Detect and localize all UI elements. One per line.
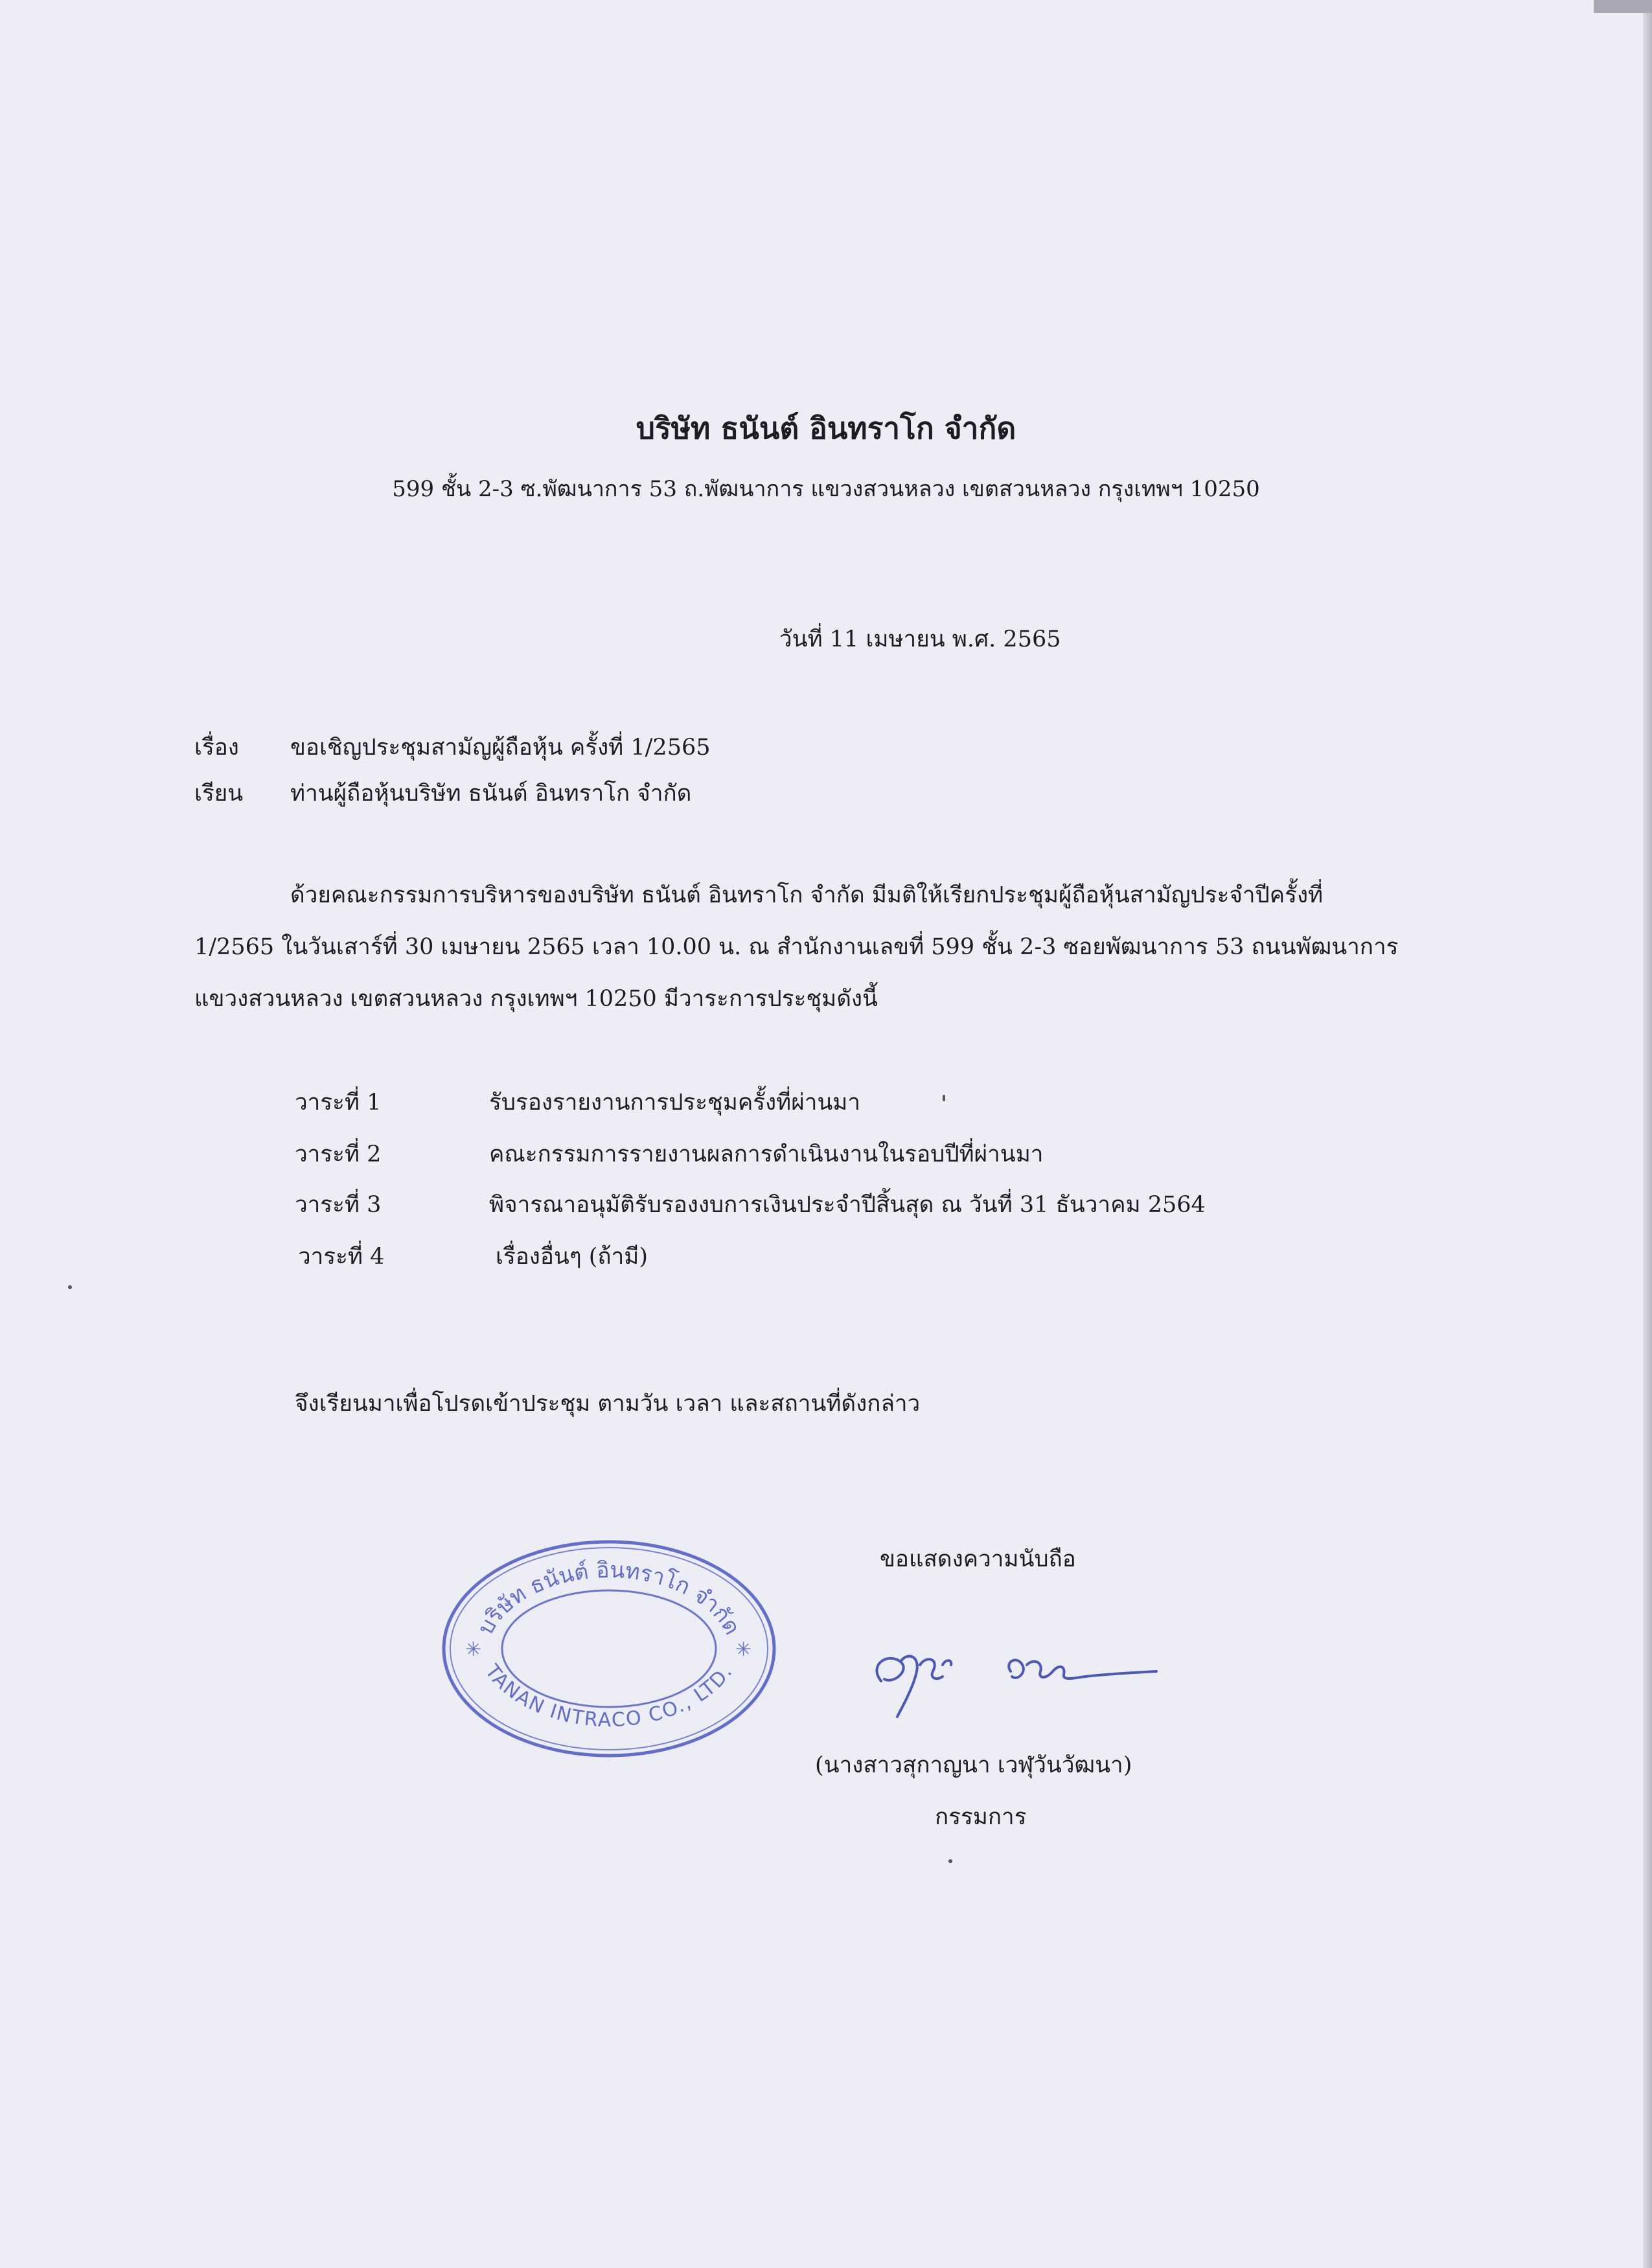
agenda-no-2: วาระที่ 2 <box>295 1141 382 1167</box>
body-line-1: ด้วยคณะกรรมการบริหารของบริษัท ธนันต์ อินทราโก จำกัด มีมติให้เรียกประชุมผู้ถือหุ้นสามัญประจำปีครั้งที่ <box>290 882 1324 908</box>
agenda-no-4: วาระที่ 4 <box>298 1244 385 1270</box>
stamp-bottom-text: TANAN INTRACO CO., LTD. <box>480 1660 738 1732</box>
company-stamp <box>441 1535 777 1762</box>
agenda-no-1: วาระที่ 1 <box>295 1090 382 1116</box>
recipient-value: ท่านผู้ถือหุ้นบริษัท ธนันต์ อินทราโก จำกัด <box>290 781 692 807</box>
subject-label: เรื่อง <box>194 735 239 761</box>
signer-title: กรรมการ <box>935 1804 1027 1830</box>
agenda-no-3: วาระที่ 3 <box>295 1192 382 1218</box>
body-line-3: แขวงสวนหลวง เขตสวนหลวง กรุงเทพฯ 10250 มีวาระการประชุมดังนี้ <box>194 986 878 1012</box>
scan-speck <box>948 1859 952 1863</box>
closing-line: จึงเรียนมาเพื่อโปรดเข้าประชุม ตามวัน เวลา และสถานที่ดังกล่าว <box>295 1391 921 1417</box>
scan-speck <box>943 1095 945 1101</box>
handwritten-signature <box>862 1626 1160 1723</box>
svg-text:TANAN INTRACO CO., LTD. <box>480 1660 737 1732</box>
body-line-2: 1/2565 ในวันเสาร์ที่ 30 เมษายน 2565 เวลา 10.00 น. ณ สำนักงานเลขที่ 599 ชั้น 2-3 ซอยพัฒนาการ 53 ถนนพัฒนาการ <box>194 934 1399 960</box>
subject-value: ขอเชิญประชุมสามัญผู้ถือหุ้น ครั้งที่ 1/2565 <box>290 735 711 761</box>
company-address: 599 ชั้น 2-3 ซ.พัฒนาการ 53 ถ.พัฒนาการ แขวงสวนหลวง เขตสวนหลวง กรุงเทพฯ 10250 <box>392 476 1260 502</box>
agenda-text-2: คณะกรรมการรายงานผลการดำเนินงานในรอบปีที่ผ่านมา <box>489 1141 1044 1167</box>
agenda-text-4: เรื่องอื่นๆ (ถ้ามี) <box>496 1244 648 1270</box>
scan-corner <box>1594 0 1652 13</box>
scan-speck <box>68 1285 72 1289</box>
agenda-text-1: รับรองรายงานการประชุมครั้งที่ผ่านมา <box>489 1090 861 1116</box>
signer-name: (นางสาวสุกาญนา เวฬุวันวัฒนา) <box>815 1752 1132 1778</box>
recipient-label: เรียน <box>194 781 244 807</box>
regards-line: ขอแสดงความนับถือ <box>880 1546 1076 1572</box>
stamp-star-left-icon: ✳ <box>465 1638 482 1661</box>
letter-date: วันที่ 11 เมษายน พ.ศ. 2565 <box>779 626 1061 652</box>
svg-text:บริษัท ธนันต์ อินทราโก จำกัด <box>472 1557 745 1640</box>
scan-edge <box>1643 0 1652 2268</box>
company-name: บริษัท ธนันต์ อินทราโก จำกัด <box>636 411 1016 446</box>
stamp-top-text: บริษัท ธนันต์ อินทราโก จำกัด <box>472 1557 746 1640</box>
agenda-text-3: พิจารณาอนุมัติรับรองงบการเงินประจำปีสิ้นสุด ณ วันที่ 31 ธันวาคม 2564 <box>489 1192 1206 1218</box>
stamp-star-right-icon: ✳ <box>735 1638 752 1661</box>
